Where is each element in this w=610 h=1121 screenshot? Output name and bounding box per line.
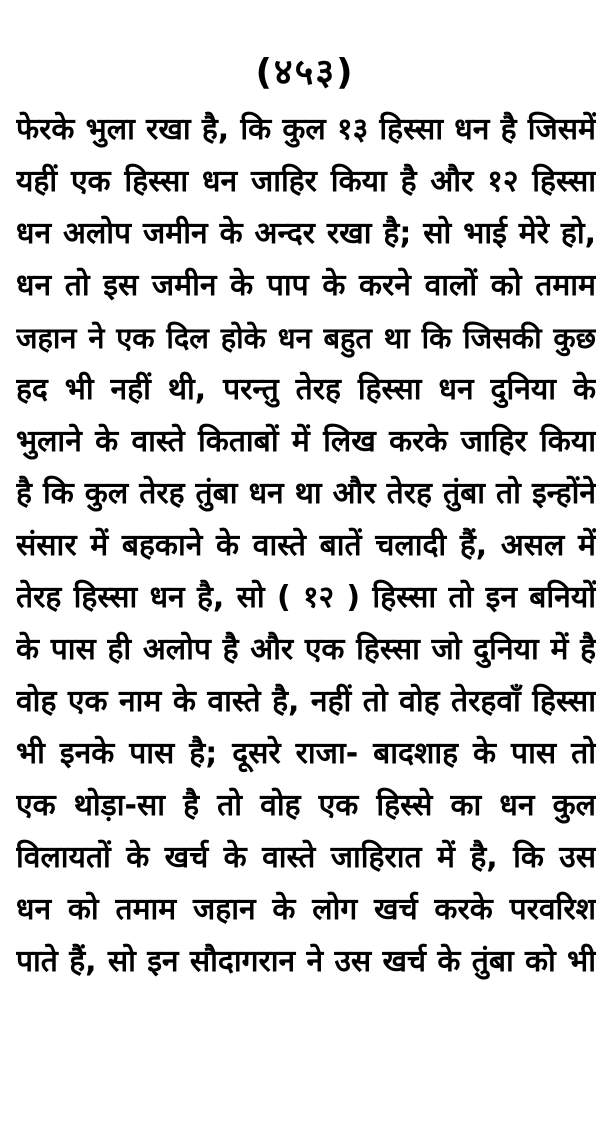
text-line: एक थोड़ा-सा है तो वोह एक हिस्से का धन कुल — [16, 788, 596, 823]
text-line: है कि कुल तेरह तुंबा धन था और तेरह तुंबा तो इन्होंने — [16, 476, 596, 511]
page-number: (४५३) — [255, 52, 355, 93]
text-line: धन को तमाम जहान के लोग खर्च करके परवरिश — [16, 892, 596, 927]
text-line: तेरह हिस्सा धन है, सो ( १२ ) हिस्सा तो इन बनियों — [16, 580, 596, 615]
text-line: भुलाने के वास्ते किताबों में लिख करके जाहिर किया — [16, 424, 596, 459]
text-line: भी इनके पास है; दूसरे राजा- बादशाह के पास तो — [16, 736, 596, 771]
text-line: विलायतों के खर्च के वास्ते जाहिरात में है, कि उस — [16, 840, 596, 875]
text-line: पाते हैं, सो इन सौदागरान ने उस खर्च के तुंबा को भी — [16, 944, 596, 979]
body-text — [16, 104, 596, 988]
text-line: फेरके भुला रखा है, कि कुल १३ हिस्सा धन है जिसमें — [16, 112, 596, 147]
text-line: संसार में बहकाने के वास्ते बातें चलादी हैं, असल में — [16, 528, 596, 563]
text-line: यहीं एक हिस्सा धन जाहिर किया है और १२ हिस्सा — [16, 164, 596, 199]
text-line: धन तो इस जमीन के पाप के करने वालों को तमाम — [16, 268, 596, 303]
text-line: वोह एक नाम के वास्ते है, नहीं तो वोह तेरहवाँ हिस्सा — [16, 684, 596, 719]
text-line: के पास ही अलोप है और एक हिस्सा जो दुनिया में है — [16, 632, 596, 667]
text-line: हद भी नहीं थी, परन्तु तेरह हिस्सा धन दुनिया के — [16, 372, 596, 407]
text-line: धन अलोप जमीन के अन्दर रखा है; सो भाई मेरे हो, — [16, 216, 596, 251]
text-line: जहान ने एक दिल होके धन बहुत था कि जिसकी कुछ — [16, 321, 596, 355]
